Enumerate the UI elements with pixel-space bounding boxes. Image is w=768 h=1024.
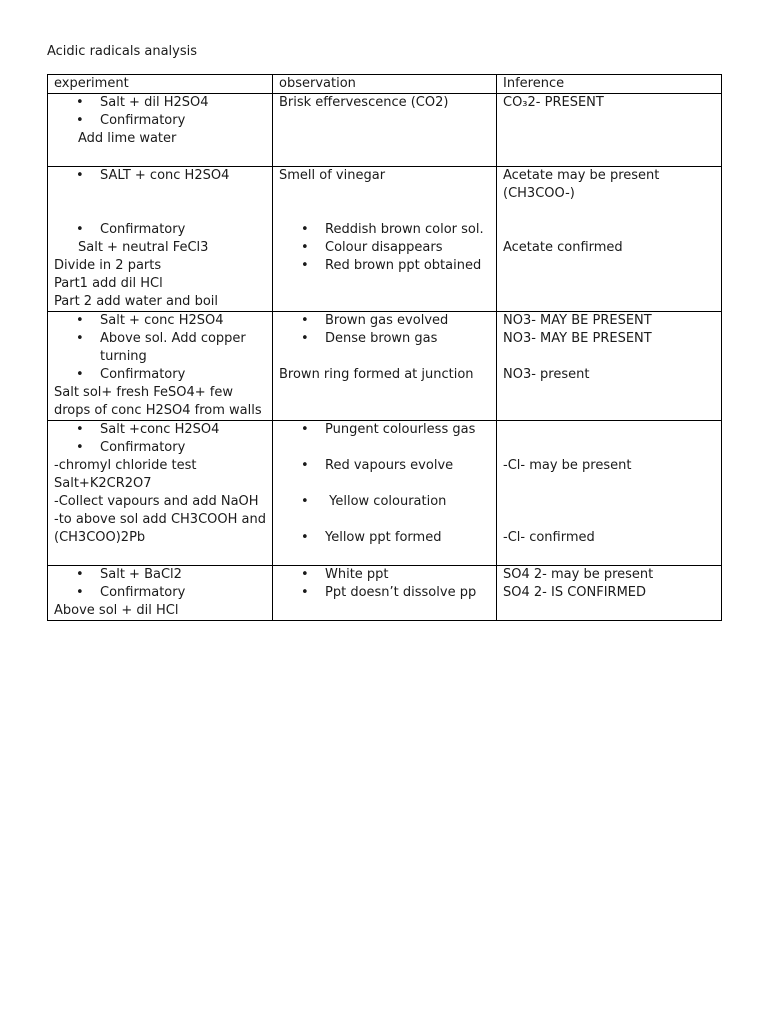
text-line: -Cl- confirmed [503,530,595,545]
bullet-item: • Confirmatory [54,439,266,457]
blank-line [503,221,715,239]
bullet-item: • Confirmatory [54,584,266,602]
text-line: Acetate confirmed [503,240,623,255]
bullet-item: • SALT + conc H2SO4 [54,167,266,185]
blank-line [279,185,490,203]
text-line: SO4 2- IS CONFIRMED [503,585,647,600]
header-observation: observation [273,75,497,94]
table-row [48,167,722,312]
observation-cell [273,94,497,167]
text-line: Divide in 2 parts [54,258,162,273]
bullet-item: • Salt + conc H2SO4 [54,312,266,330]
text-line: Salt sol+ fresh FeSO4+ few drops of conc H2SO4 from walls [54,385,262,418]
blank-line [503,203,715,221]
text-line: NO3- MAY BE PRESENT [503,331,652,346]
analysis-table [47,74,722,621]
observation-cell [273,167,497,312]
table-row [48,421,722,566]
bullet-item: • Brown gas evolved [279,312,490,330]
experiment-cell [48,566,273,621]
experiment-cell [48,312,273,421]
blank-line [279,475,490,493]
text-line: Part 2 add water and boil [54,294,218,309]
blank-line [279,348,490,366]
bullet-item: • Red brown ppt obtained [279,257,490,275]
bullet-item: • Yellow colouration [279,493,490,511]
bullet-item: • Colour disappears [279,239,490,257]
observation-cell [273,312,497,421]
bullet-item: • Above sol. Add copper turning [54,330,266,366]
blank-line [54,203,266,221]
header-inference: Inference [497,75,722,94]
text-line: Above sol + dil HCl [54,603,179,618]
experiment-cell [48,167,273,312]
bullet-item: • Pungent colourless gas [279,421,490,439]
bullet-item: • Red vapours evolve [279,457,490,475]
text-line: Brown ring formed at junction [279,367,474,382]
bullet-item: • Reddish brown color sol. [279,221,490,239]
text-line: Salt+K2CR2O7 [54,476,152,491]
bullet-item: • Confirmatory [54,112,266,130]
inference-cell [497,421,722,566]
bullet-item: • Yellow ppt formed [279,529,490,547]
inference-cell [497,167,722,312]
bullet-item: • Salt + dil H2SO4 [54,94,266,112]
header-experiment: experiment [48,75,273,94]
observation-cell [273,421,497,566]
bullet-item: • Confirmatory [54,366,266,384]
bullet-item: • Dense brown gas [279,330,490,348]
text-line: Salt + neutral FeCl3 [78,240,209,255]
blank-line [503,475,715,493]
experiment-cell [48,94,273,167]
blank-line [503,493,715,511]
table-header-row [48,75,722,94]
inference-cell [497,94,722,167]
text-line: Acetate may be present [503,168,660,183]
text-line: -chromyl chloride test [54,458,197,473]
table-row [48,94,722,167]
bullet-item: • Salt +conc H2SO4 [54,421,266,439]
blank-line [279,511,490,529]
experiment-cell [48,421,273,566]
text-line: Add lime water [78,131,177,146]
blank-line [54,185,266,203]
text-line: NO3- MAY BE PRESENT [503,313,652,328]
text-line: Part1 add dil HCl [54,276,163,291]
blank-line [54,547,266,565]
bullet-item: • Ppt doesn’t dissolve pp [279,584,490,602]
observation-cell [273,566,497,621]
table-body [48,94,722,621]
blank-line [279,203,490,221]
text-line: -Collect vapours and add NaOH [54,494,259,509]
text-line: NO3- present [503,367,590,382]
text-line: Brisk effervescence (CO2) [279,95,449,110]
inference-cell [497,312,722,421]
table-row [48,312,722,421]
bullet-item: • White ppt [279,566,490,584]
blank-line [503,348,715,366]
bullet-item: • Salt + BaCl2 [54,566,266,584]
blank-line [503,511,715,529]
blank-line [279,439,490,457]
document-title: Acidic radicals analysis [47,44,198,59]
text-line: CO₃2- PRESENT [503,95,604,110]
text-line: -to above sol add CH3COOH and (CH3COO)2Pb [54,512,271,545]
blank-line [54,148,266,166]
text-line: SO4 2- may be present [503,567,654,582]
text-line: (CH3COO-) [503,186,575,201]
text-line: -Cl- may be present [503,458,632,473]
blank-line [503,439,715,457]
bullet-item: • Confirmatory [54,221,266,239]
table-row [48,566,722,621]
text-line: Smell of vinegar [279,168,386,183]
blank-line [503,421,715,439]
inference-cell [497,566,722,621]
